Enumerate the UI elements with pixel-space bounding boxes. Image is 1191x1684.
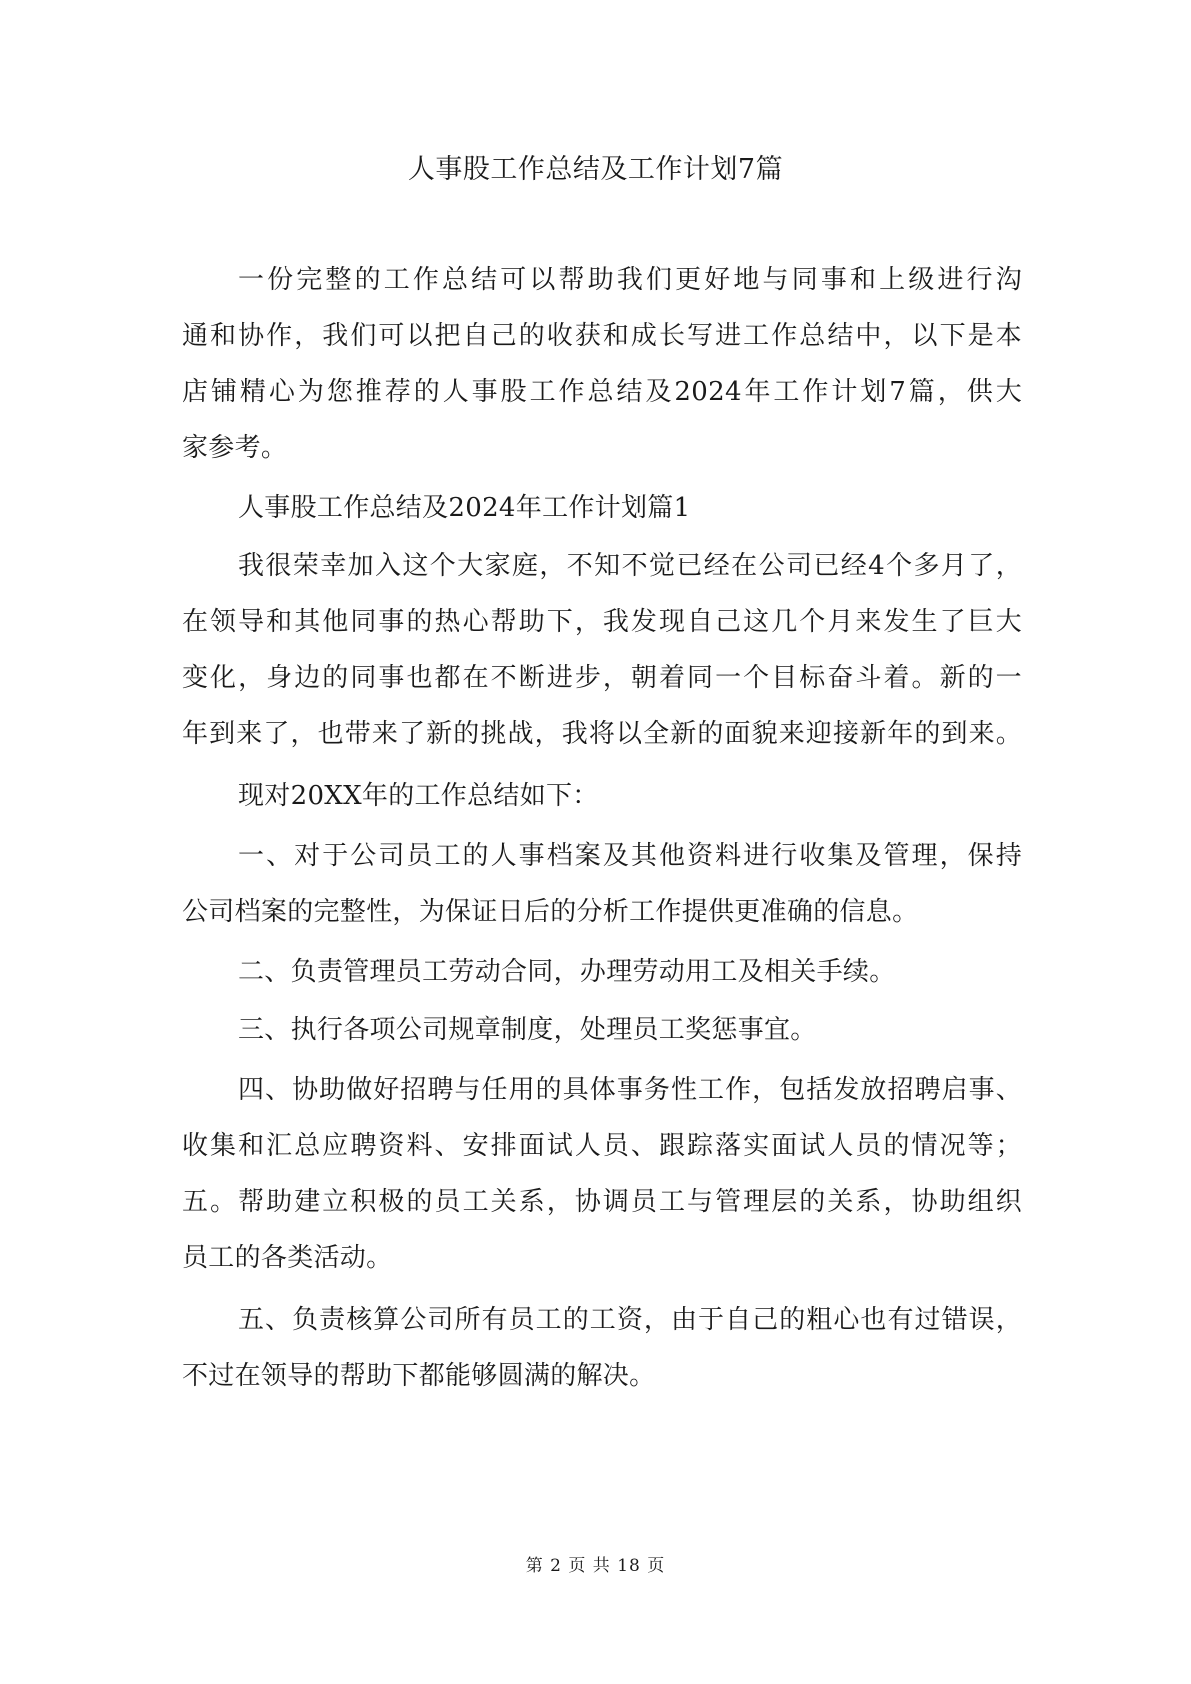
paragraph-line: 二、负责管理员工劳动合同，办理劳动用工及相关手续。 xyxy=(238,957,896,987)
paragraph-line: 不过在领导的帮助下都能够圆满的解决。 xyxy=(182,1361,656,1391)
document-title: 人事股工作总结及工作计划7篇 xyxy=(407,154,784,185)
paragraph-line: 我很荣幸加入这个大家庭，不知不觉已经在公司已经4个多月了， xyxy=(238,551,1022,581)
paragraph-line: 现对20XX年的工作总结如下： xyxy=(238,781,599,811)
paragraph-line: 一、对于公司员工的人事档案及其他资料进行收集及管理，保持 xyxy=(238,841,1022,871)
paragraph-line: 一份完整的工作总结可以帮助我们更好地与同事和上级进行沟 xyxy=(238,265,1022,295)
paragraph-line: 通和协作，我们可以把自己的收获和成长写进工作总结中，以下是本 xyxy=(182,321,1022,351)
paragraph-line: 四、协助做好招聘与任用的具体事务性工作，包括发放招聘启事、 xyxy=(238,1075,1022,1105)
paragraph-line: 变化，身边的同事也都在不断进步，朝着同一个目标奋斗着。新的一 xyxy=(182,663,1022,693)
paragraph-line: 家参考。 xyxy=(182,433,288,463)
paragraph-line: 公司档案的完整性，为保证日后的分析工作提供更准确的信息。 xyxy=(182,897,919,927)
paragraph-line: 员工的各类活动。 xyxy=(182,1243,393,1273)
section-heading: 人事股工作总结及2024年工作计划篇1 xyxy=(238,493,691,523)
paragraph-line: 收集和汇总应聘资料、安排面试人员、跟踪落实面试人员的情况等； xyxy=(182,1131,1022,1161)
paragraph-line: 店铺精心为您推荐的人事股工作总结及2024年工作计划7篇，供大 xyxy=(182,377,1022,407)
paragraph-line: 五、负责核算公司所有员工的工资，由于自己的粗心也有过错误， xyxy=(238,1305,1022,1335)
paragraph-line: 在领导和其他同事的热心帮助下，我发现自己这几个月来发生了巨大 xyxy=(182,607,1022,637)
page-footer: 第 2 页 共 18 页 xyxy=(525,1556,666,1576)
paragraph-line: 五。帮助建立积极的员工关系，协调员工与管理层的关系，协助组织 xyxy=(182,1187,1022,1217)
paragraph-line: 三、执行各项公司规章制度，处理员工奖惩事宜。 xyxy=(238,1015,817,1045)
paragraph-line: 年到来了，也带来了新的挑战，我将以全新的面貌来迎接新年的到来。 xyxy=(182,719,1022,749)
